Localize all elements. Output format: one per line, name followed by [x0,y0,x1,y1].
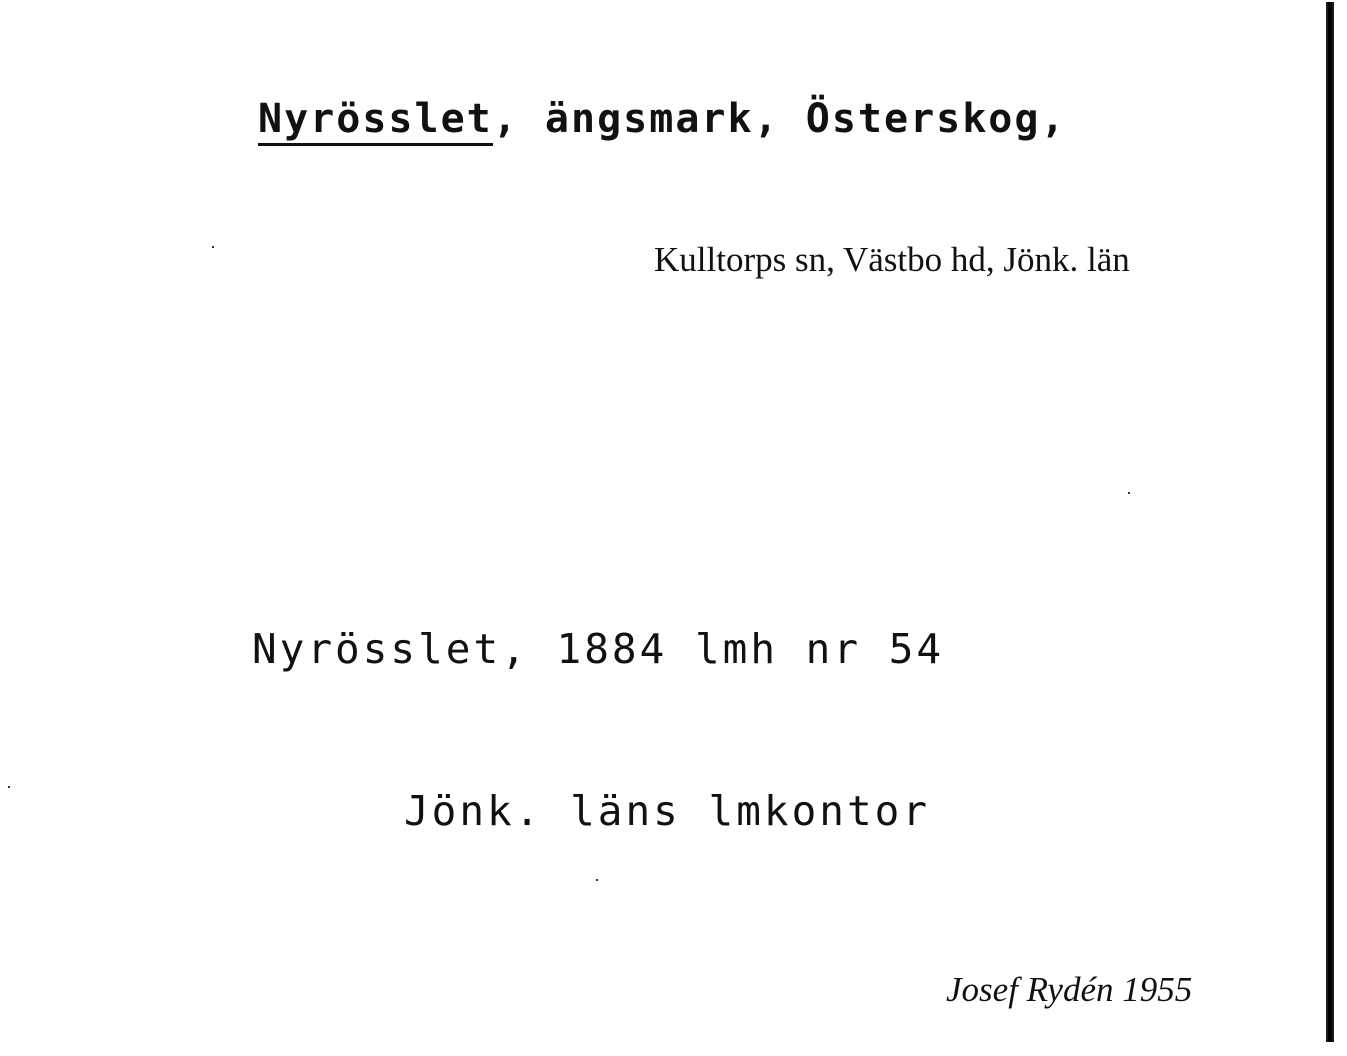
place-description: , ängsmark, Österskog, [492,96,1067,142]
source-reference [252,514,944,946]
source-reference-line-1: Nyrösslet, 1884 lmh nr 54 [252,625,945,673]
place-name-heading [258,96,1067,142]
card-edge-border [1326,2,1334,1042]
ink-speck [8,786,10,788]
ink-speck [212,246,214,248]
ink-speck [1128,492,1130,494]
collector-signature: Josef Rydén 1955 [946,970,1193,1009]
ink-speck [596,879,598,881]
source-reference-line-2: Jönk. läns lmkontor [404,787,930,835]
parish-region-line: Kulltorps sn, Västbo hd, Jönk. län [654,240,1130,279]
place-name: Nyrösslet [258,96,493,146]
